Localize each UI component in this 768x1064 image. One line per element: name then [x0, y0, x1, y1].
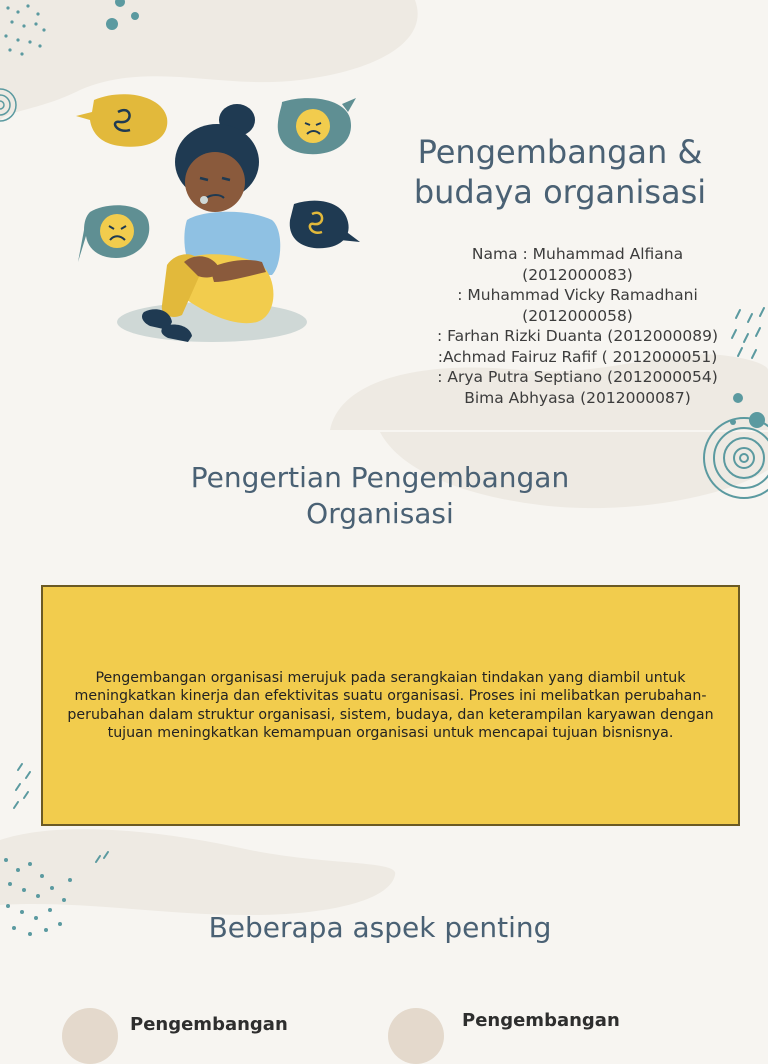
presentation-title: Pengembangan & budaya organisasi: [413, 133, 707, 211]
aspect-label: Pengembangan: [462, 1010, 620, 1031]
angry-emoji-icon: [278, 98, 356, 154]
section-title: Beberapa aspek penting: [208, 911, 552, 944]
speech-bubble-icon: [290, 201, 360, 249]
definition-text: Pengembangan organisasi merujuk pada serangkaian tindakan yang diambil untuk meningkatkan kinerja dan efektivitas suatu organisasi. Proses ini melibatkan perubahan-perubahan dalam struktur organisasi, sistem, budaya, dan keterampilan karyawan dengan tujuan meningkatkan kemampuan organisasi untuk mencapai tujuan bisnisnya.: [67, 669, 714, 741]
speech-bubble-icon: [76, 94, 167, 147]
author-line: : Muhammad Vicky Ramadhani: [457, 286, 698, 304]
author-line: Nama : Muhammad Alfiana: [471, 245, 684, 263]
author-line: Bima Abhyasa (2012000087): [464, 388, 691, 407]
author-line: (2012000058): [522, 306, 633, 325]
aspect-circle-icon: [62, 1008, 118, 1064]
author-line: (2012000083): [522, 265, 633, 284]
sad-person-illustration: [72, 90, 367, 350]
aspect-label: Pengembangan: [130, 1014, 288, 1035]
author-line: : Arya Putra Septiano (2012000054): [437, 368, 718, 386]
author-line: : Farhan Rizki Duanta (2012000089): [436, 327, 719, 345]
section-title: Pengertian Pengembangan Organisasi: [190, 461, 570, 530]
author-line: :Achmad Fairuz Rafif ( 2012000051): [437, 347, 718, 366]
sad-emoji-icon: [78, 205, 149, 262]
author-list: [405, 244, 750, 408]
definition-box: [41, 585, 740, 826]
aspect-circle-icon: [388, 1008, 444, 1064]
